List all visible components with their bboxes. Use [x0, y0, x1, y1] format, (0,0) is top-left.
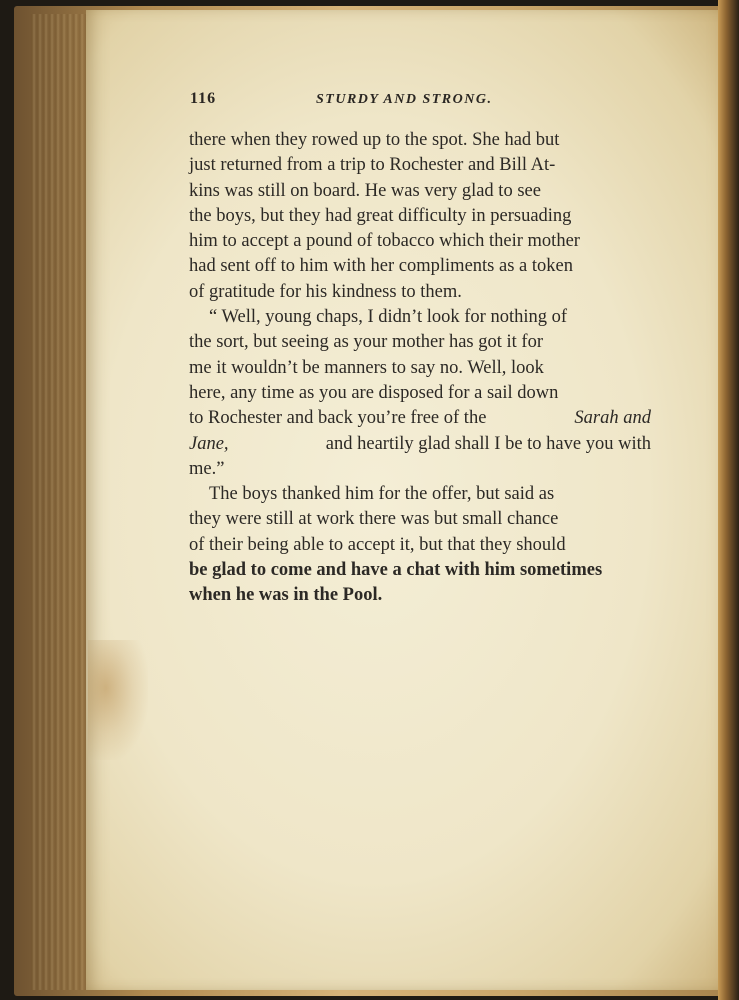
running-head — [190, 90, 650, 114]
text-line: the sort, but seeing as your mother has got it for — [189, 332, 544, 353]
text-line: the boys, but they had great difficulty in persuading — [189, 205, 572, 226]
paper-stain — [88, 640, 148, 760]
text-line: Jane, and heartily glad shall I be to have you with — [189, 432, 651, 457]
text-line: when he was in the Pool. — [189, 585, 383, 606]
body-text — [189, 128, 651, 609]
text-line: him to accept a pound of tobacco which their mother — [189, 231, 580, 252]
ship-name: Sarah and — [574, 408, 651, 429]
text-line: they were still at work there was but small chance — [189, 509, 559, 530]
text-line: The boys thanked him for the offer, but said as — [209, 484, 555, 505]
page-edges — [30, 14, 88, 990]
text-line: me.” — [189, 458, 225, 479]
text-line: “ Well, young chaps, I didn’t look for nothing of — [209, 307, 568, 328]
ship-name-cont: Jane, — [189, 433, 229, 454]
binding-edge — [718, 0, 739, 1000]
book-title: STURDY AND STRONG. — [316, 92, 493, 107]
text-line: to Rochester and back you’re free of the Sarah and — [189, 406, 651, 431]
text-line: just returned from a trip to Rochester and Bill At- — [189, 155, 556, 176]
text-line: me it wouldn’t be manners to say no. Well, look — [189, 357, 544, 378]
text-line: of their being able to accept it, but that they should — [189, 534, 566, 555]
text-line: of gratitude for his kindness to them. — [189, 281, 462, 302]
text-line: kins was still on board. He was very glad to see — [189, 180, 541, 201]
page-number: 116 — [190, 90, 217, 107]
text-line: there when they rowed up to the spot. She had but — [189, 130, 560, 150]
text-line: had sent off to him with her compliments as a token — [189, 256, 573, 277]
text-line: be glad to come and have a chat with him sometimes — [189, 560, 603, 581]
text-line: here, any time as you are disposed for a sail down — [189, 382, 559, 403]
